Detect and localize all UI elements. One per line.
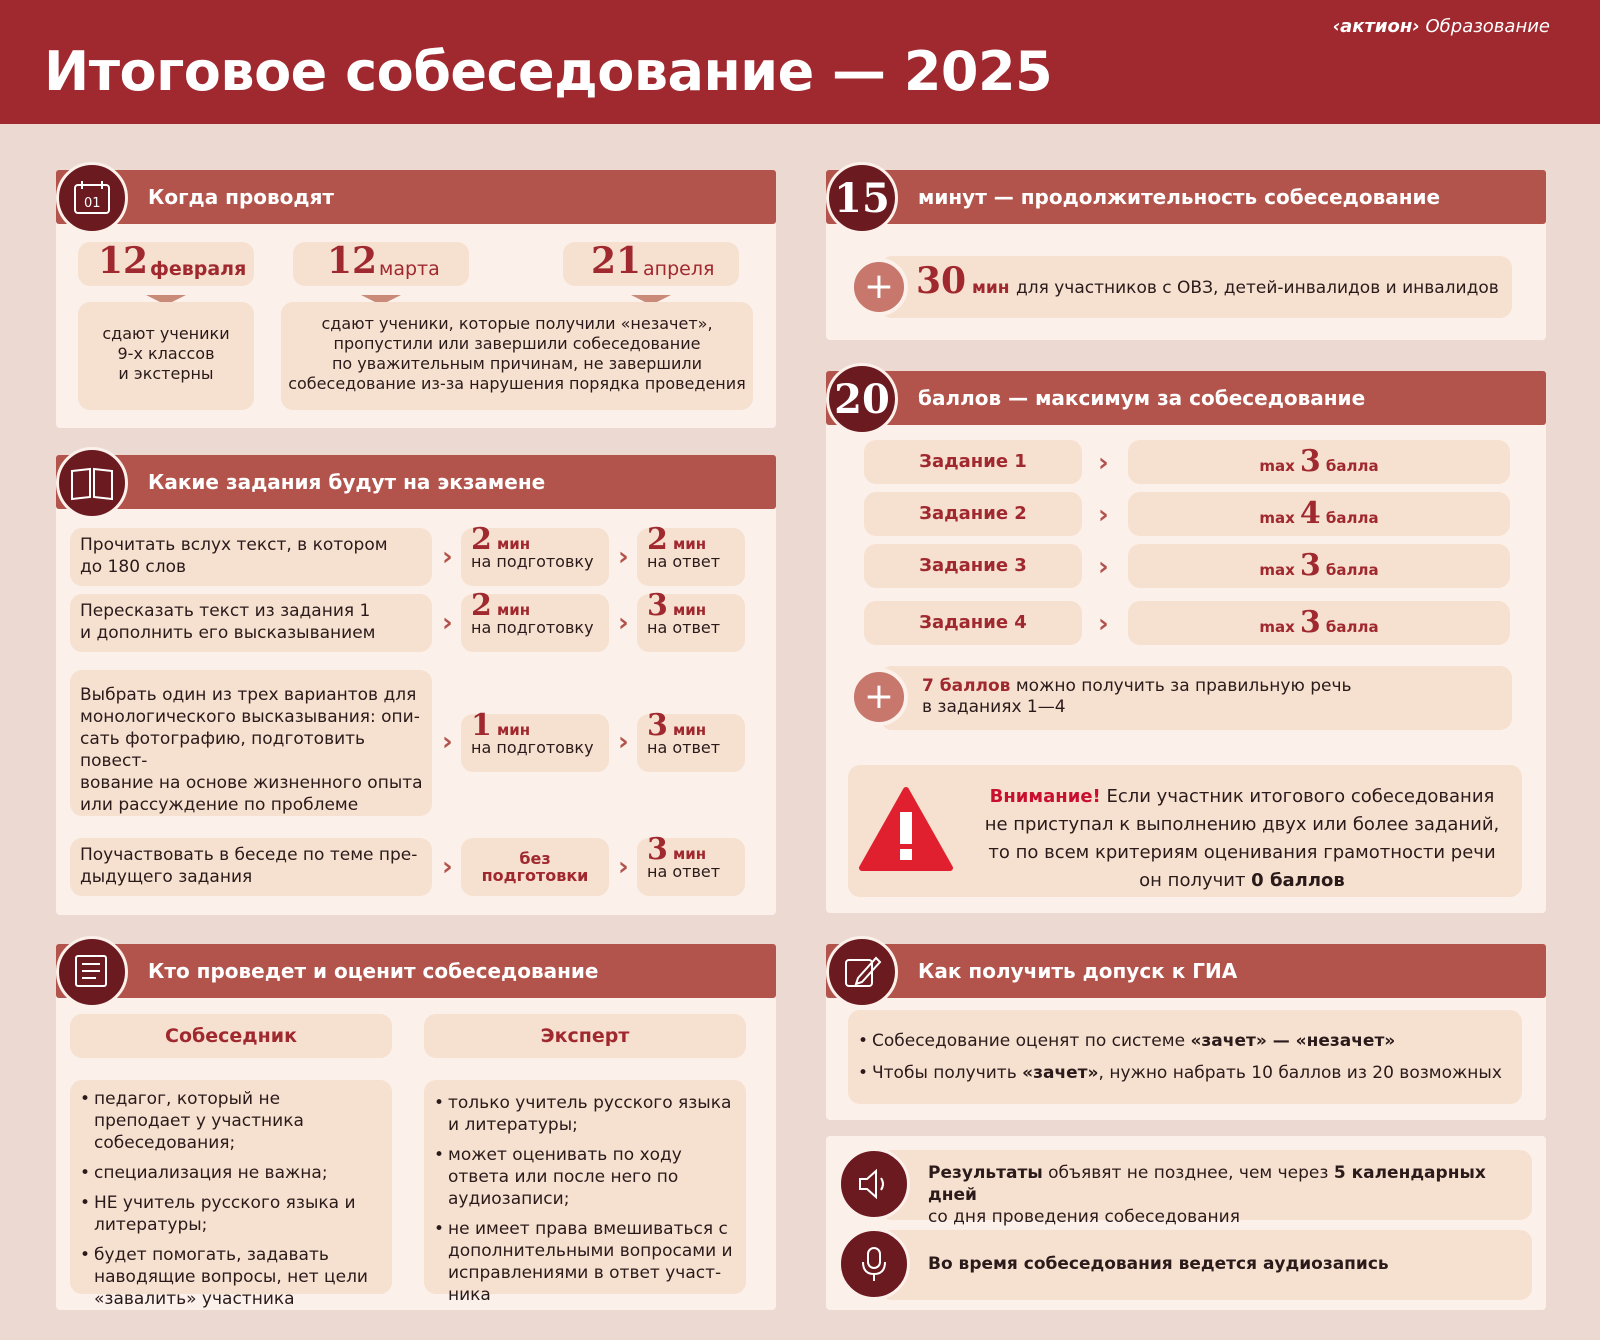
task-text-line: монологического высказывания: опи- bbox=[80, 707, 420, 727]
max-label: max bbox=[1259, 509, 1295, 527]
expert-list bbox=[424, 1080, 746, 1305]
interviewer-title: Собеседник bbox=[165, 1025, 297, 1047]
audio-box bbox=[880, 1230, 1532, 1300]
interviewer-item: • педагог, который не преподает у участника собеседования; bbox=[80, 1088, 380, 1154]
points-unit: балла bbox=[1325, 561, 1379, 579]
task-1-prep bbox=[461, 522, 609, 586]
score-task-2 bbox=[864, 492, 1082, 536]
chevron-right-icon: › bbox=[442, 727, 453, 757]
warning-text: он получит bbox=[1139, 870, 1246, 891]
prep-label: на подготовку bbox=[471, 738, 594, 757]
task-text-line: или рассуждение по проблеме bbox=[80, 795, 359, 815]
when-desc-2-line: сдают ученики, которые получили «незачет», bbox=[321, 314, 713, 333]
admit-title: Как получить допуск к ГИА bbox=[826, 944, 1546, 998]
points-unit: балла bbox=[1325, 618, 1379, 636]
answer-unit: мин bbox=[672, 845, 707, 863]
interviewer-item: • НЕ учитель русского языка и литературы; bbox=[80, 1192, 380, 1236]
answer-label: на ответ bbox=[647, 552, 721, 571]
when-title: Когда проводят bbox=[56, 170, 776, 224]
chevron-right-icon: › bbox=[618, 542, 629, 572]
score-max-1 bbox=[1128, 440, 1510, 484]
admit-text: Чтобы получить bbox=[872, 1063, 1017, 1083]
when-desc-2 bbox=[281, 302, 753, 410]
prep-unit: мин bbox=[496, 601, 531, 619]
date-month-3: апреля bbox=[643, 258, 715, 280]
answer-minutes: 3 bbox=[647, 588, 668, 623]
scores-title: баллов — максимум за собеседование bbox=[826, 371, 1546, 425]
warning-text: то по всем критериям оценивания грамотности речи bbox=[988, 842, 1496, 863]
expert-item: • только учитель русского языка и литературы; bbox=[434, 1092, 734, 1136]
results-text: со дня проведения собеседования bbox=[928, 1207, 1240, 1227]
extra-text: для участников с ОВЗ, детей-инвалидов и инвалидов bbox=[1016, 278, 1499, 298]
prep-minutes: 1 bbox=[471, 708, 492, 743]
answer-minutes: 2 bbox=[647, 522, 668, 557]
microphone-icon bbox=[838, 1228, 910, 1300]
chevron-right-icon: › bbox=[442, 608, 453, 638]
admit-bold: «зачет» — «незачет» bbox=[1190, 1031, 1396, 1051]
task-3-prep bbox=[461, 708, 609, 772]
admit-text: , нужно набрать 10 баллов из 20 возможных bbox=[1098, 1063, 1502, 1083]
task-4-prep bbox=[461, 838, 609, 896]
task-text-line: Поучаствовать в беседе по теме пре- bbox=[80, 845, 418, 865]
answer-minutes: 3 bbox=[647, 832, 668, 867]
warning-text: Если участник итогового собеседования bbox=[1106, 786, 1495, 807]
admit-bold: «зачет» bbox=[1022, 1063, 1099, 1083]
max-points: 3 bbox=[1299, 444, 1321, 479]
bonus-text: можно получить за правильную речь bbox=[1015, 676, 1352, 696]
brand-suffix: Образование bbox=[1425, 16, 1550, 37]
chevron-right-icon: › bbox=[1098, 552, 1109, 582]
expert-header bbox=[424, 1014, 746, 1058]
points-unit: балла bbox=[1325, 509, 1379, 527]
duration-title: минут — продолжительность собеседование bbox=[826, 170, 1546, 224]
when-desc-2-line: собеседование из-за нарушения порядка проведения bbox=[288, 374, 746, 393]
max-label: max bbox=[1259, 561, 1295, 579]
chevron-right-icon: › bbox=[1098, 500, 1109, 530]
date-pill-1 bbox=[78, 242, 254, 286]
max-label: max bbox=[1259, 457, 1295, 475]
audio-text: Во время собеседования ведется аудиозапись bbox=[928, 1254, 1389, 1274]
edit-icon bbox=[826, 936, 898, 1008]
score-task-4 bbox=[864, 601, 1082, 645]
score-task-3 bbox=[864, 544, 1082, 588]
warning-zero: 0 баллов bbox=[1251, 870, 1345, 891]
when-desc-1-line: сдают ученики bbox=[102, 324, 230, 343]
answer-label: на ответ bbox=[647, 862, 721, 881]
chevron-right-icon: › bbox=[618, 852, 629, 882]
max-points: 4 bbox=[1299, 496, 1321, 531]
when-desc-2-line: пропустили или завершили собеседование bbox=[333, 334, 701, 353]
score-task-label: Задание 2 bbox=[919, 503, 1027, 524]
chevron-right-icon: › bbox=[1098, 609, 1109, 639]
interviewer-item: • специализация не важна; bbox=[80, 1162, 380, 1184]
chevron-right-icon: › bbox=[442, 852, 453, 882]
no-prep-line: без bbox=[519, 849, 551, 868]
task-row-2 bbox=[70, 594, 432, 652]
task-text-line: Прочитать вслух текст, в котором bbox=[80, 535, 388, 555]
expert-item: • не имеет права вмешиваться с дополнительными вопросами и исправлениями в ответ участ-ника bbox=[434, 1218, 734, 1306]
chevron-right-icon: › bbox=[618, 608, 629, 638]
admit-box bbox=[848, 1010, 1522, 1104]
expert-title: Эксперт bbox=[540, 1025, 630, 1047]
bonus-text-2: в заданиях 1—4 bbox=[922, 697, 1066, 717]
warning-icon bbox=[858, 786, 954, 876]
prep-label: на подготовку bbox=[471, 618, 594, 637]
task-text-line: и дополнить его высказыванием bbox=[80, 623, 376, 643]
task-row-4 bbox=[70, 838, 432, 896]
book-icon bbox=[56, 447, 128, 519]
max-label: max bbox=[1259, 618, 1295, 636]
page-title: Итоговое собеседование — 2025 bbox=[44, 40, 1053, 103]
when-desc-1 bbox=[78, 302, 254, 410]
task-text-line: до 180 слов bbox=[80, 557, 187, 577]
chevron-right-icon: › bbox=[1098, 448, 1109, 478]
chevron-right-icon: › bbox=[618, 727, 629, 757]
when-desc-1-line: и экстерны bbox=[118, 364, 214, 383]
max-points: 3 bbox=[1299, 548, 1321, 583]
prep-minutes: 2 bbox=[471, 522, 492, 557]
task-text-line: Выбрать один из трех вариантов для bbox=[80, 685, 417, 705]
duration-extra bbox=[880, 256, 1512, 318]
plus-icon: + bbox=[850, 258, 908, 316]
score-task-label: Задание 3 bbox=[919, 555, 1027, 576]
no-prep-line: подготовки bbox=[481, 866, 589, 885]
expert-item: • может оценивать по ходу ответа или после него по аудиозаписи; bbox=[434, 1144, 734, 1210]
when-desc-1-line: 9-х классов bbox=[117, 344, 215, 363]
duration-number: 15 bbox=[826, 162, 898, 234]
warning-label: Внимание! bbox=[989, 786, 1101, 807]
brand-name: ‹актион› bbox=[1332, 16, 1420, 37]
extra-minutes: 30 bbox=[916, 260, 967, 302]
date-pill-2 bbox=[293, 242, 469, 286]
prep-unit: мин bbox=[496, 721, 531, 739]
score-max-4 bbox=[1128, 601, 1510, 645]
answer-unit: мин bbox=[672, 601, 707, 619]
bonus-points: 7 баллов bbox=[922, 676, 1011, 696]
prep-unit: мин bbox=[496, 535, 531, 553]
task-text-line: вование на основе жизненного опыта bbox=[80, 773, 423, 793]
admit-item bbox=[858, 1030, 1518, 1052]
score-task-label: Задание 1 bbox=[919, 451, 1027, 472]
answer-label: на ответ bbox=[647, 618, 721, 637]
points-unit: балла bbox=[1325, 457, 1379, 475]
task-row-3 bbox=[70, 670, 432, 816]
date-day-3: 21 bbox=[591, 240, 642, 282]
task-row-1 bbox=[70, 528, 432, 586]
task-text-line: сать фотографию, подготовить повест- bbox=[80, 729, 366, 771]
header bbox=[0, 0, 1600, 124]
speaker-icon bbox=[838, 1148, 910, 1220]
task-1-answer bbox=[637, 522, 745, 586]
task-2-prep bbox=[461, 588, 609, 652]
results-box bbox=[880, 1150, 1532, 1227]
interviewer-header bbox=[70, 1014, 392, 1058]
answer-minutes: 3 bbox=[647, 708, 668, 743]
date-month-2: марта bbox=[379, 258, 440, 280]
date-day-1: 12 bbox=[98, 240, 149, 282]
results-days: 5 календарных дней bbox=[928, 1163, 1486, 1205]
score-max-3 bbox=[1128, 544, 1510, 588]
warning-text: не приступал к выполнению двух или более заданий, bbox=[984, 814, 1500, 835]
results-text: объявят не позднее, чем через bbox=[1048, 1163, 1329, 1183]
extra-unit: мин bbox=[972, 278, 1010, 298]
score-task-1 bbox=[864, 440, 1082, 484]
tasks-title: Какие задания будут на экзамене bbox=[56, 455, 776, 509]
task-3-answer bbox=[637, 708, 745, 772]
when-desc-2-line: по уважительным причинам, не завершили bbox=[331, 354, 703, 373]
prep-minutes: 2 bbox=[471, 588, 492, 623]
svg-text:01: 01 bbox=[84, 196, 101, 211]
chevron-right-icon: › bbox=[442, 542, 453, 572]
who-title: Кто проведет и оценит собеседование bbox=[56, 944, 776, 998]
answer-unit: мин bbox=[672, 721, 707, 739]
answer-unit: мин bbox=[672, 535, 707, 553]
score-task-label: Задание 4 bbox=[919, 612, 1027, 633]
max-points: 3 bbox=[1299, 605, 1321, 640]
date-month-1: февраля bbox=[150, 258, 247, 280]
interviewer-list bbox=[70, 1080, 392, 1309]
results-bold: Результаты bbox=[928, 1163, 1043, 1183]
task-text-line: Пересказать текст из задания 1 bbox=[80, 601, 371, 621]
checklist-icon bbox=[56, 936, 128, 1008]
date-pill-3 bbox=[563, 242, 739, 286]
scores-number: 20 bbox=[826, 363, 898, 435]
calendar-icon bbox=[56, 162, 128, 234]
task-4-answer bbox=[637, 832, 745, 896]
task-text-line: дыдущего задания bbox=[80, 867, 253, 887]
plus-icon: + bbox=[850, 668, 908, 726]
interviewer-item: • будет помогать, задавать наводящие вопросы, нет цели «завалить» участника bbox=[80, 1244, 380, 1310]
answer-label: на ответ bbox=[647, 738, 721, 757]
brand-logo bbox=[1333, 16, 1550, 37]
bonus-box bbox=[880, 666, 1512, 730]
task-2-answer bbox=[637, 588, 745, 652]
admit-text: Собеседование оценят по системе bbox=[872, 1031, 1186, 1051]
admit-item bbox=[858, 1062, 1518, 1084]
date-day-2: 12 bbox=[327, 240, 378, 282]
score-max-2 bbox=[1128, 492, 1510, 536]
prep-label: на подготовку bbox=[471, 552, 594, 571]
